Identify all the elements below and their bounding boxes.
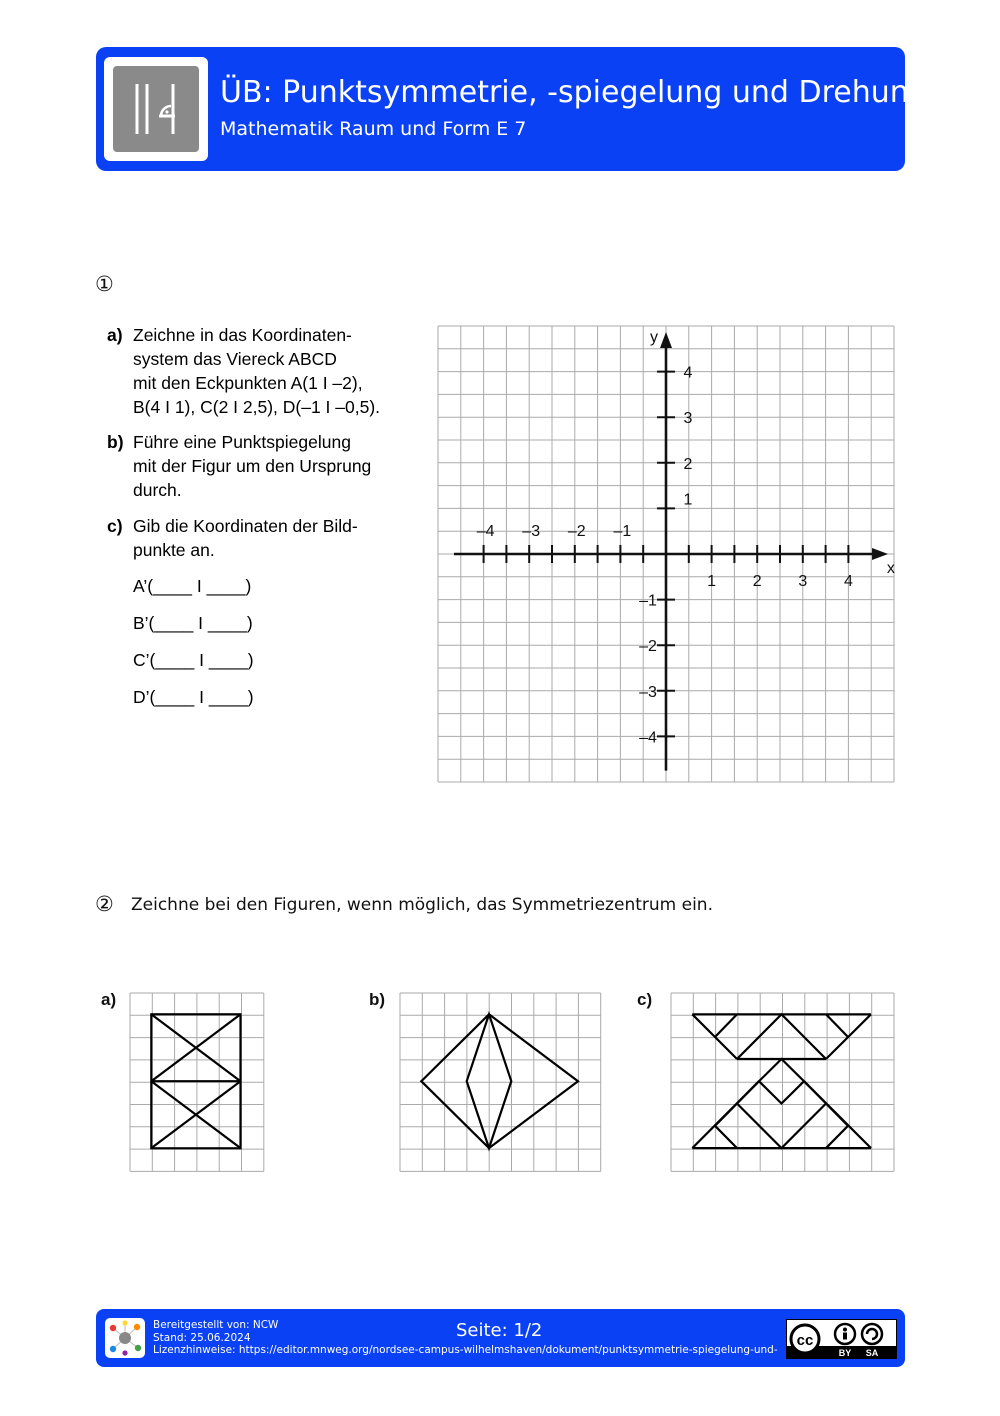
coordinate-labels	[477, 329, 895, 746]
logo	[104, 57, 208, 161]
y-tick-label: –4	[639, 729, 657, 747]
task-1b	[107, 430, 427, 502]
task-1a-line: Zeichne in das Koordinaten-	[133, 325, 352, 345]
cc-text: cc	[796, 1332, 814, 1349]
x-tick-label: 3	[798, 573, 808, 590]
y-tick-label: 3	[683, 410, 693, 428]
task-2-instruction: Zeichne bei den Figuren, wenn möglich, das Symmetriezentrum ein.	[131, 895, 713, 915]
task-2-number: ②	[95, 892, 114, 916]
cc-sa-label: SA	[865, 1348, 879, 1358]
task-1a-line: system das Viereck ABCD	[133, 349, 337, 369]
task-1c-line: punkte an.	[133, 540, 215, 560]
y-tick-label: 4	[683, 364, 693, 382]
figure-c-shape	[692, 1014, 871, 1148]
figure-c-label: c)	[637, 990, 653, 1009]
page-subtitle: Mathematik Raum und Form E 7	[220, 118, 527, 140]
task-1b-label: b)	[107, 432, 124, 452]
figure-a-shape	[151, 1014, 240, 1148]
task-1c	[107, 514, 427, 562]
figure-b-label: b)	[369, 990, 386, 1009]
x-tick-label: –2	[567, 523, 586, 540]
x-tick-label: –1	[613, 523, 632, 540]
figure-c-grid	[671, 993, 894, 1171]
header-banner	[96, 47, 928, 171]
x-axis-label: x	[886, 560, 895, 577]
task-1b-line: Führe eine Punktspiegelung	[133, 432, 351, 452]
footer-logo	[105, 1318, 145, 1358]
task-1a	[107, 323, 427, 419]
task-1a-line: mit den Eckpunkten A(1 I –2),	[133, 373, 363, 393]
y-axis-label: y	[650, 329, 658, 346]
figure-c[interactable]	[670, 992, 896, 1173]
y-tick-label: –1	[639, 592, 657, 610]
figure-b-grid	[400, 993, 601, 1171]
cc-by-label: BY	[838, 1348, 852, 1358]
coordinate-axes	[454, 332, 888, 771]
answer-a-prime[interactable]: A’(____ I ____)	[133, 576, 252, 596]
task-1a-line: B(4 I 1), C(2 I 2,5), D(–1 I –0,5).	[133, 397, 381, 417]
y-tick-label: –2	[639, 638, 657, 656]
task-1b-line: durch.	[133, 480, 182, 500]
page-title: ÜB: Punktsymmetrie, -spiegelung und Drehung	[220, 75, 928, 110]
cc-license-badge[interactable]	[786, 1319, 897, 1359]
task-1c-line: Gib die Koordinaten der Bild-	[133, 516, 358, 536]
x-tick-label: 4	[843, 573, 853, 590]
footer-license-link[interactable]: Lizenzhinweise: https://editor.mnweg.org/nordsee-campus-wilhelmshaven/dokument/punktsymmetrie-spiegelung-und-	[153, 1344, 778, 1356]
y-tick-label: 2	[683, 455, 693, 473]
x-tick-label: –3	[522, 523, 541, 540]
answer-d-prime[interactable]: D’(____ I ____)	[133, 687, 254, 707]
figure-a[interactable]	[129, 992, 265, 1173]
answer-b-prime[interactable]: B’(____ I ____)	[133, 613, 253, 633]
footer-date: Stand: 25.06.2024	[153, 1331, 251, 1344]
y-tick-label: –3	[639, 683, 657, 701]
figure-b[interactable]	[399, 992, 603, 1173]
x-tick-label: –4	[476, 523, 495, 540]
y-tick-label: 1	[683, 491, 693, 509]
figure-a-label: a)	[101, 990, 117, 1009]
page-number: Seite: 1/2	[456, 1320, 543, 1341]
x-tick-label: 1	[707, 573, 717, 590]
task-1b-line: mit der Figur um den Ursprung	[133, 456, 372, 476]
task-1c-label: c)	[107, 516, 123, 536]
x-tick-label: 2	[752, 573, 762, 590]
share-alike-icon	[862, 1324, 882, 1344]
answer-c-prime[interactable]: C’(____ I ____)	[133, 650, 254, 670]
task-1a-label: a)	[107, 325, 123, 345]
coordinate-system[interactable]	[430, 318, 905, 790]
task-1-number: ①	[95, 272, 114, 296]
footer-provided-by: Bereitgestellt von: NCW	[153, 1319, 279, 1331]
footer-bar	[96, 1309, 905, 1367]
grade-symbol-icon	[113, 66, 199, 152]
